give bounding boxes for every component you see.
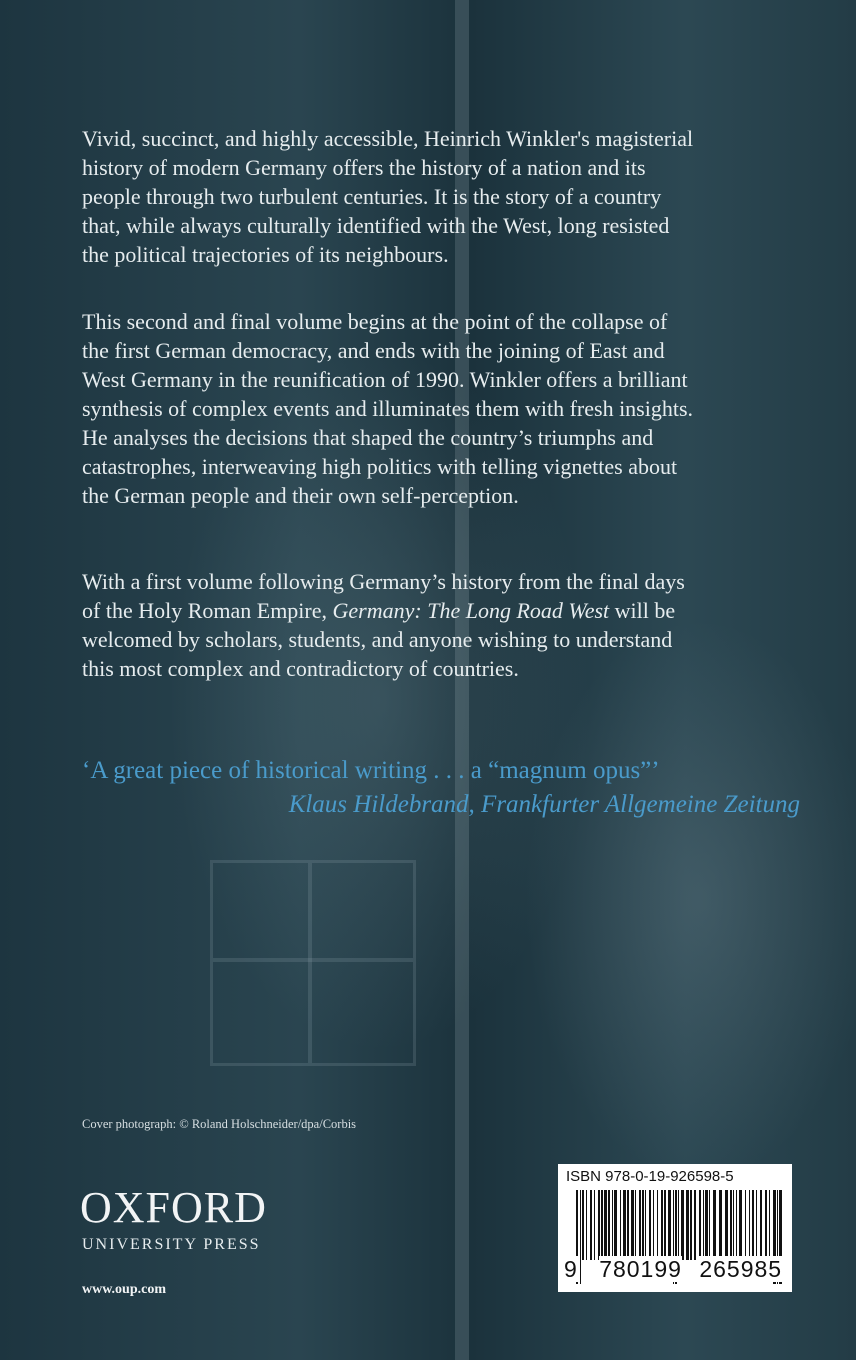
barcode-bar — [760, 1190, 762, 1260]
publisher-subtitle: UNIVERSITY PRESS — [82, 1236, 261, 1253]
barcode-bar — [635, 1190, 636, 1260]
photo-credit: Cover photograph: © Roland Holschneider/dpa/Corbis — [82, 1117, 357, 1131]
barcode-bar — [668, 1190, 671, 1260]
text-line: With a first volume following Germany’s history from the final days — [82, 569, 685, 594]
photo-window — [210, 860, 416, 1066]
barcode-bar — [620, 1190, 621, 1260]
text-line: welcomed by scholars, students, and anyone wishing to understand — [82, 627, 673, 652]
blurb-paragraph-2 — [82, 307, 822, 510]
barcode-bar — [657, 1190, 658, 1260]
barcode-bar — [590, 1190, 592, 1260]
text-line: the German people and their own self-perception. — [82, 483, 519, 508]
review-attribution: Klaus Hildebrand, Frankfurter Allgemeine Zeitung — [288, 791, 800, 818]
barcode-bar — [653, 1190, 654, 1260]
barcode-bar — [627, 1190, 629, 1260]
publisher-url: www.oup.com — [82, 1282, 167, 1297]
barcode-bar — [678, 1190, 679, 1260]
barcode-bar — [639, 1190, 641, 1260]
barcode-bar — [749, 1190, 750, 1260]
blurb-paragraph-1 — [82, 124, 822, 269]
book-title: Germany: The Long Road West — [332, 598, 610, 623]
barcode-bar — [694, 1190, 696, 1260]
barcode-bar — [745, 1190, 746, 1260]
barcode-bar — [594, 1190, 595, 1260]
barcode-bar — [756, 1190, 757, 1260]
text-line: synthesis of complex events and illuminates them with fresh insights. — [82, 396, 694, 421]
text-run: will be — [609, 598, 676, 623]
barcode-bar — [752, 1190, 754, 1260]
publisher-logo: OXFORD — [80, 1183, 267, 1232]
barcode-bar — [713, 1190, 716, 1260]
text-line: This second and final volume begins at the point of the collapse of — [82, 309, 668, 334]
text-line: that, while always culturally identified with the West, long resisted — [82, 213, 670, 238]
isbn-label: ISBN 978-0-19-926598-5 — [566, 1168, 734, 1185]
review-quote: ‘A great piece of historical writing . . . a “magnum opus”’ — [82, 757, 660, 784]
barcode-bar — [608, 1190, 610, 1260]
barcode-bar — [739, 1190, 742, 1260]
barcode-bar — [631, 1190, 634, 1260]
barcode-digit-group-1: 780199 — [599, 1256, 682, 1282]
barcode-bar — [699, 1190, 701, 1260]
text-line — [82, 596, 822, 625]
barcode-bar — [586, 1190, 587, 1260]
barcode-bar — [719, 1190, 722, 1260]
text-line: this most complex and contradictory of countries. — [82, 656, 519, 681]
barcode-bar — [725, 1190, 728, 1260]
barcode-bar — [681, 1190, 684, 1260]
barcode-bar — [582, 1190, 584, 1260]
barcode-bar — [709, 1190, 710, 1260]
isbn-barcode — [558, 1164, 792, 1292]
text-line: Vivid, succinct, and highly accessible, Heinrich Winkler's magisterial — [82, 126, 694, 151]
text-line: He analyses the decisions that shaped the country’s triumphs and — [82, 425, 654, 450]
barcode-bar — [703, 1190, 704, 1260]
barcode-bar — [645, 1190, 646, 1260]
barcode-bar — [642, 1190, 644, 1260]
text-line: history of modern Germany offers the history of a nation and its — [82, 155, 646, 180]
text-run: of the Holy Roman Empire, — [82, 598, 333, 623]
text-line: West Germany in the reunification of 1990. Winkler offers a brilliant — [82, 367, 688, 392]
barcode-digit-first: 9 — [564, 1256, 578, 1282]
text-line: people through two turbulent centuries. It is the story of a country — [82, 184, 662, 209]
barcode-bar — [604, 1190, 607, 1260]
text-line: the first German democracy, and ends with the joining of East and — [82, 338, 665, 363]
barcode-bar — [690, 1190, 692, 1260]
barcode-bar — [686, 1190, 689, 1260]
barcode-bar — [661, 1190, 663, 1260]
barcode-bar — [765, 1190, 767, 1260]
text-line: the political trajectories of its neighbours. — [82, 242, 449, 267]
barcode-bar — [614, 1190, 617, 1260]
barcode-bar — [612, 1190, 613, 1260]
text-line: catastrophes, interweaving high politics with telling vignettes about — [82, 454, 678, 479]
barcode-bar — [733, 1190, 734, 1260]
barcode-bar — [601, 1190, 603, 1260]
barcode-bar — [598, 1190, 600, 1260]
barcode-digits — [564, 1256, 782, 1283]
blurb-paragraph-3 — [82, 567, 822, 683]
barcode-bar — [730, 1190, 732, 1260]
barcode-bar — [649, 1190, 651, 1260]
barcode-bar — [769, 1190, 770, 1260]
barcode-digit-group-2: 265985 — [699, 1256, 783, 1282]
barcode-bar — [664, 1190, 666, 1260]
barcode-bar — [736, 1190, 737, 1260]
barcode-bar — [705, 1190, 708, 1260]
barcode-bar — [623, 1190, 626, 1260]
